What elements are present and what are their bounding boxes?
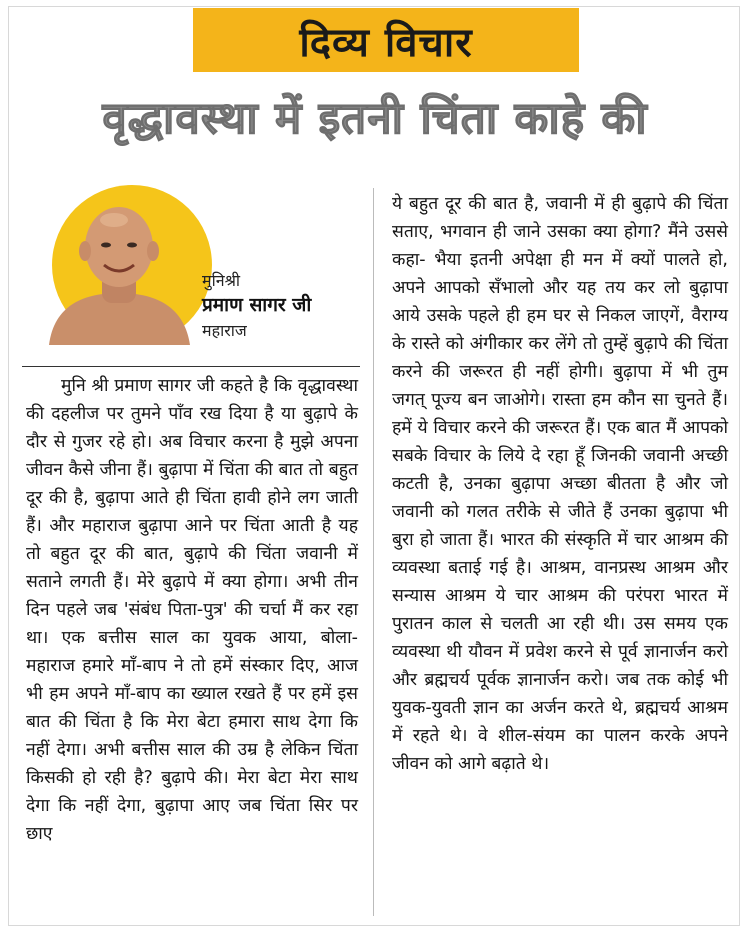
section-banner — [193, 8, 579, 72]
author-box — [22, 185, 362, 365]
author-prefix: मुनिश्री — [202, 271, 241, 290]
article-column-left: मुनि श्री प्रमाण सागर जी कहते है कि वृद्धावस्था की दहलीज पर तुमने पाँव रख दिया है या बुढ़ापे के दौर से गुजर रहे हो। अब विचार करना है मुझे अपना जीवन कैसे जीना हैं। बुढ़ापा में चिंता की बात तो बहुत दूर की है, बुढ़ापा आते ही चिंता हावी होने लग जाती हैं। और महाराज बुढ़ापा आने पर चिंता आती है यह तो बहुत दूर की बात, बुढ़ापे की चिंता जवानी में सताने लगती हैं। मेरे बुढ़ापे में क्या होगा। अभी तीन दिन पहले जब 'संबंध पिता-पुत्र' की चर्चा मैं कर रहा था। एक बत्तीस साल का युवक आया, बोला- महाराज हमारे माँ-बाप ने तो हमें संस्कार दिए, आज भी हम अपने माँ-बाप का ख्याल रखते हैं पर हमें इस बात की चिंता है कि मेरा बेटा हमारा साथ देगा कि नहीं देगा। अभी बत्तीस साल की उम्र है लेकिन चिंता किसकी हो रही है? बुढ़ापे की। मेरा बेटा मेरा साथ देगा कि नहीं देगा, बुढ़ापा आए जब चिंता सिर पर छाए — [26, 376, 358, 844]
article-headline: वृद्धावस्था में इतनी चिंता काहे की — [102, 93, 648, 144]
column-divider — [373, 188, 374, 916]
author-name: प्रमाण सागर जी — [202, 294, 312, 316]
section-banner-label: दिव्य विचार — [299, 19, 473, 66]
author-divider — [22, 366, 360, 367]
author-portrait — [44, 195, 194, 345]
author-suffix: महाराज — [202, 321, 247, 340]
article-column-right: ये बहुत दूर की बात है, जवानी में ही बुढ़ापे की चिंता सताए, भगवान ही जाने उसका क्या होगा? मैंने उससे कहा- भैया इतनी अपेक्षा ही मन में क्यों पालते हो, अपने आपको सँभालो और यह तय कर लो बुढ़ापा आये उसके पहले ही हम घर से निकल जाएगें, वैराग्य के रास्ते को अंगीकार कर लेंगे तो तुम्हें बुढ़ापे की चिंता करने की जरूरत ही नहीं होगी। बुढ़ापा में भी तुम जगत् पूज्य बन जाओगे। रास्ता हम कौन सा चुनते हैं। हमें ये विचार करने की जरूरत हैं। एक बात मैं आपको सबके विचार के लिये दे रहा हूँ जिनकी जवानी अच्छी कटती है, उनका बुढ़ापा अच्छा बीतता है और जो जवानी को गलत तरीके से जीते हैं उनका बुढ़ापा भी बुरा हो जाता हैं। भारत की संस्कृति में चार आश्रम की व्यवस्था बताई गई है। आश्रम, वानप्रस्थ आश्रम और सन्यास आश्रम ये चार आश्रम की परंपरा भारत में पुरातन काल से चलती आ रही थी। उस समय एक व्यवस्था थी यौवन में प्रवेश करने से पूर्व ज्ञानार्जन करो और ब्रह्मचर्य पूर्वक ज्ञानार्जन करो। जब तक कोई भी युवक-युवती ज्ञान का अर्जन करते थे, ब्रह्मचर्य आश्रम में रहते थे। वे शील-संयम का पालन करके अपने जीवन को आगे बढ़ाते थे। — [392, 194, 728, 774]
